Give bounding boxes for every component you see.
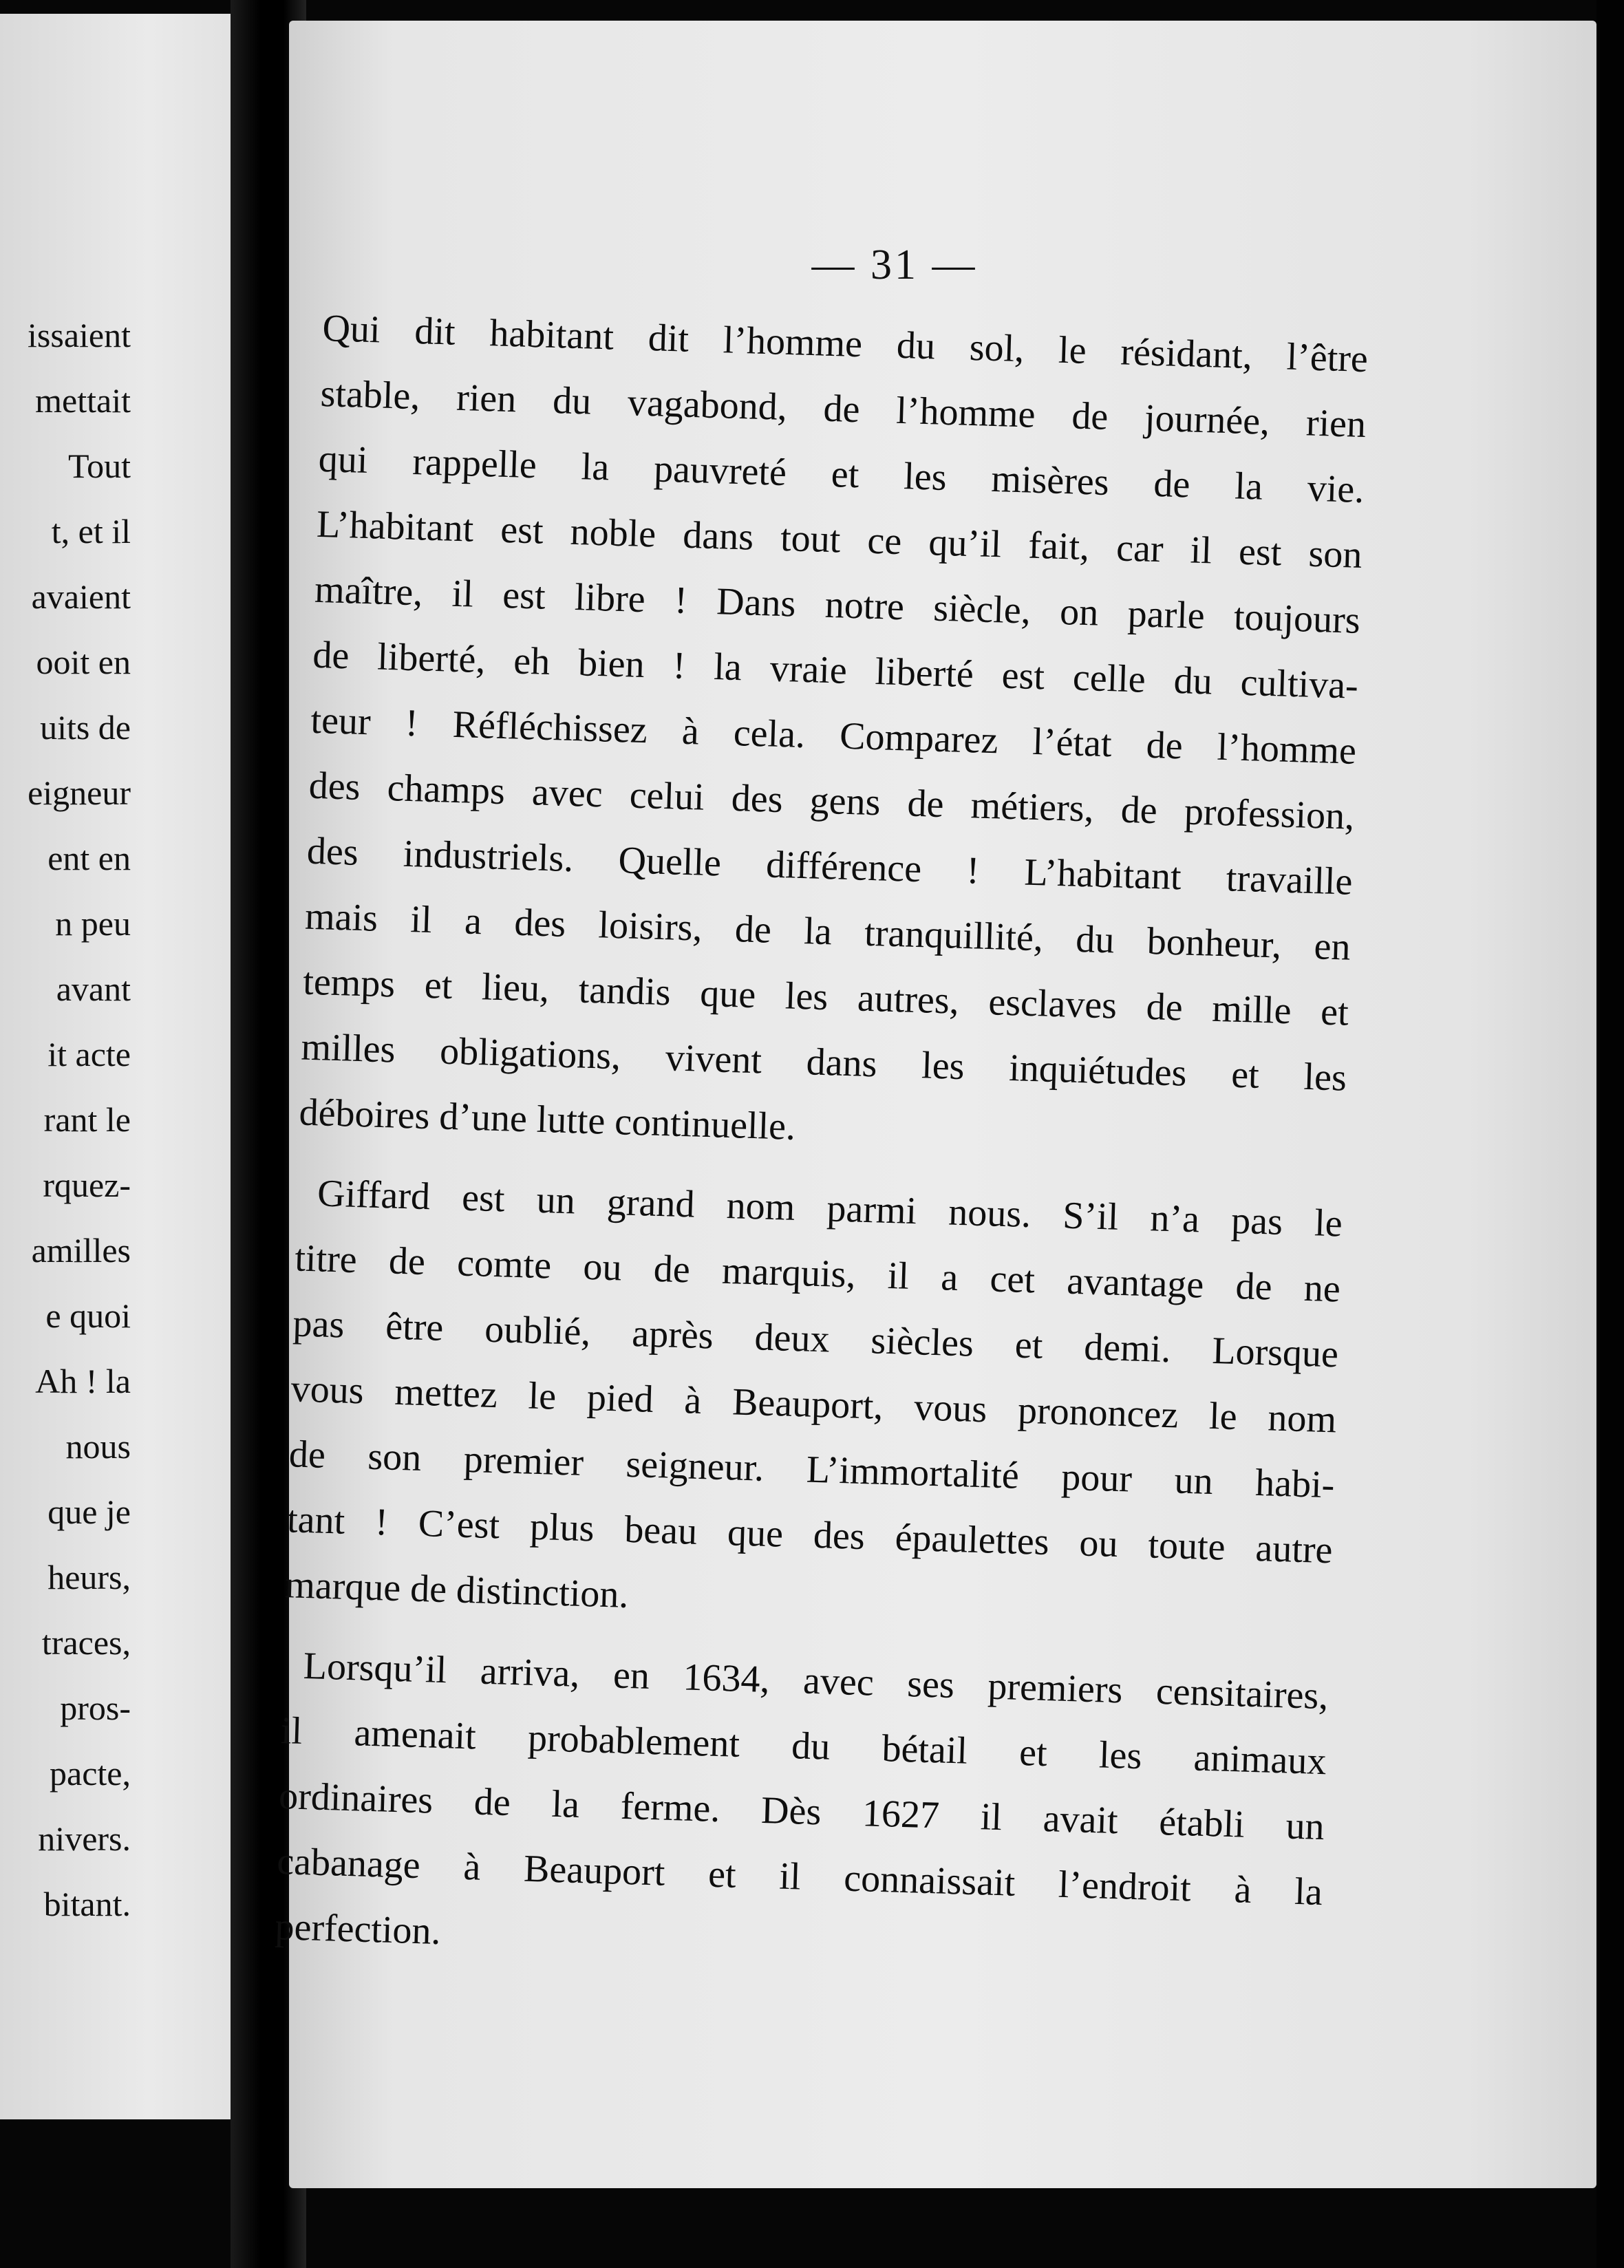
left-line: mettait [35,381,131,420]
left-line: avant [56,970,131,1008]
left-line: t, et il [51,512,131,550]
text-line: cabanage à Beauport et il connaissait l’endroit à la [276,1840,1323,1914]
left-page [0,14,248,2119]
left-page-text [0,303,131,1937]
left-line: e quoi [45,1296,131,1335]
text-line: pas être oublié, après deux siècles et demi. Lorsque [292,1302,1339,1376]
left-line: bitant. [43,1885,131,1923]
left-line: ent en [47,839,131,877]
paragraph [274,1633,1329,1991]
text-line: Giffard est un grand nom parmi nous. S’il n’a pas le [317,1172,1343,1245]
paragraph [284,1160,1343,1649]
text-line: des champs avec celui des gens de métiers, de profession, [308,764,1356,838]
left-line: avaient [31,577,131,616]
left-line: ooit en [36,643,131,681]
left-line: pacte, [50,1754,131,1793]
left-line: que je [47,1493,131,1531]
left-line: rquez- [43,1166,131,1204]
text-line: vous mettez le pied à Beauport, vous prononcez le nom [290,1367,1338,1442]
left-line: nous [65,1427,131,1466]
left-line: issaient [28,316,131,354]
text-line: de son premier seigneur. L’immortalité pour un habi- [288,1433,1336,1507]
text-line: teur ! Réfléchissez à cela. Comparez l’état de l’homme [310,698,1357,773]
left-line: it acte [47,1035,131,1073]
left-line: nivers. [38,1819,131,1858]
left-line: rant le [43,1100,131,1139]
text-line: marque de distinction. [284,1563,630,1616]
text-line: déboires d’une lutte continuelle. [298,1091,796,1148]
scan-border [1596,0,1624,2268]
left-line: Ah ! la [35,1362,131,1400]
left-line: traces, [41,1623,131,1662]
text-line: de liberté, eh bien ! la vraie liberté est celle du cultiva- [312,633,1359,707]
left-line: heurs, [47,1558,131,1596]
left-line: eigneur [28,773,131,812]
left-line: Tout [68,447,131,485]
text-line: ordinaires de la ferme. Dès 1627 il avait établi un [278,1775,1325,1849]
text-line: perfection. [274,1905,442,1954]
text-line: stable, rien du vagabond, de l’homme de journée, rien [319,372,1367,447]
text-line: milles obligations, vivent dans les inquiétudes et les [300,1025,1347,1100]
text-line: temps et lieu, tandis que les autres, esclaves de mille et [302,960,1349,1034]
text-line: maître, il est libre ! Dans notre siècle, on parle toujours [314,568,1361,642]
text-line: tant ! C’est plus beau que des épaulettes ou toute autre [286,1498,1334,1572]
text-line: L’habitant est noble dans tout ce qu’il fait, car il est son [316,502,1363,577]
page-body [274,296,1369,1991]
text-line: titre de comte ou de marquis, il a cet avantage de ne [294,1237,1341,1311]
page-number: — 31 — [811,242,978,288]
left-line: uits de [40,708,131,747]
left-line: n peu [55,904,131,943]
paragraph [298,296,1369,1177]
left-line: amilles [31,1231,131,1270]
text-line: mais il a des loisirs, de la tranquillité, du bonheur, en [304,895,1351,969]
left-line: pros- [60,1689,131,1727]
text-line: des industriels. Quelle différence ! L’habitant travaille [306,829,1354,903]
text-line: qui rappelle la pauvreté et les misères de la vie. [318,437,1365,511]
text-line: il amenait probablement du bétail et les animaux [280,1709,1327,1784]
text-line: Qui dit habitant dit l’homme du sol, le résidant, l’être [321,306,1369,381]
text-line: Lorsqu’il arriva, en 1634, avec ses premiers censitaires, [303,1645,1329,1718]
